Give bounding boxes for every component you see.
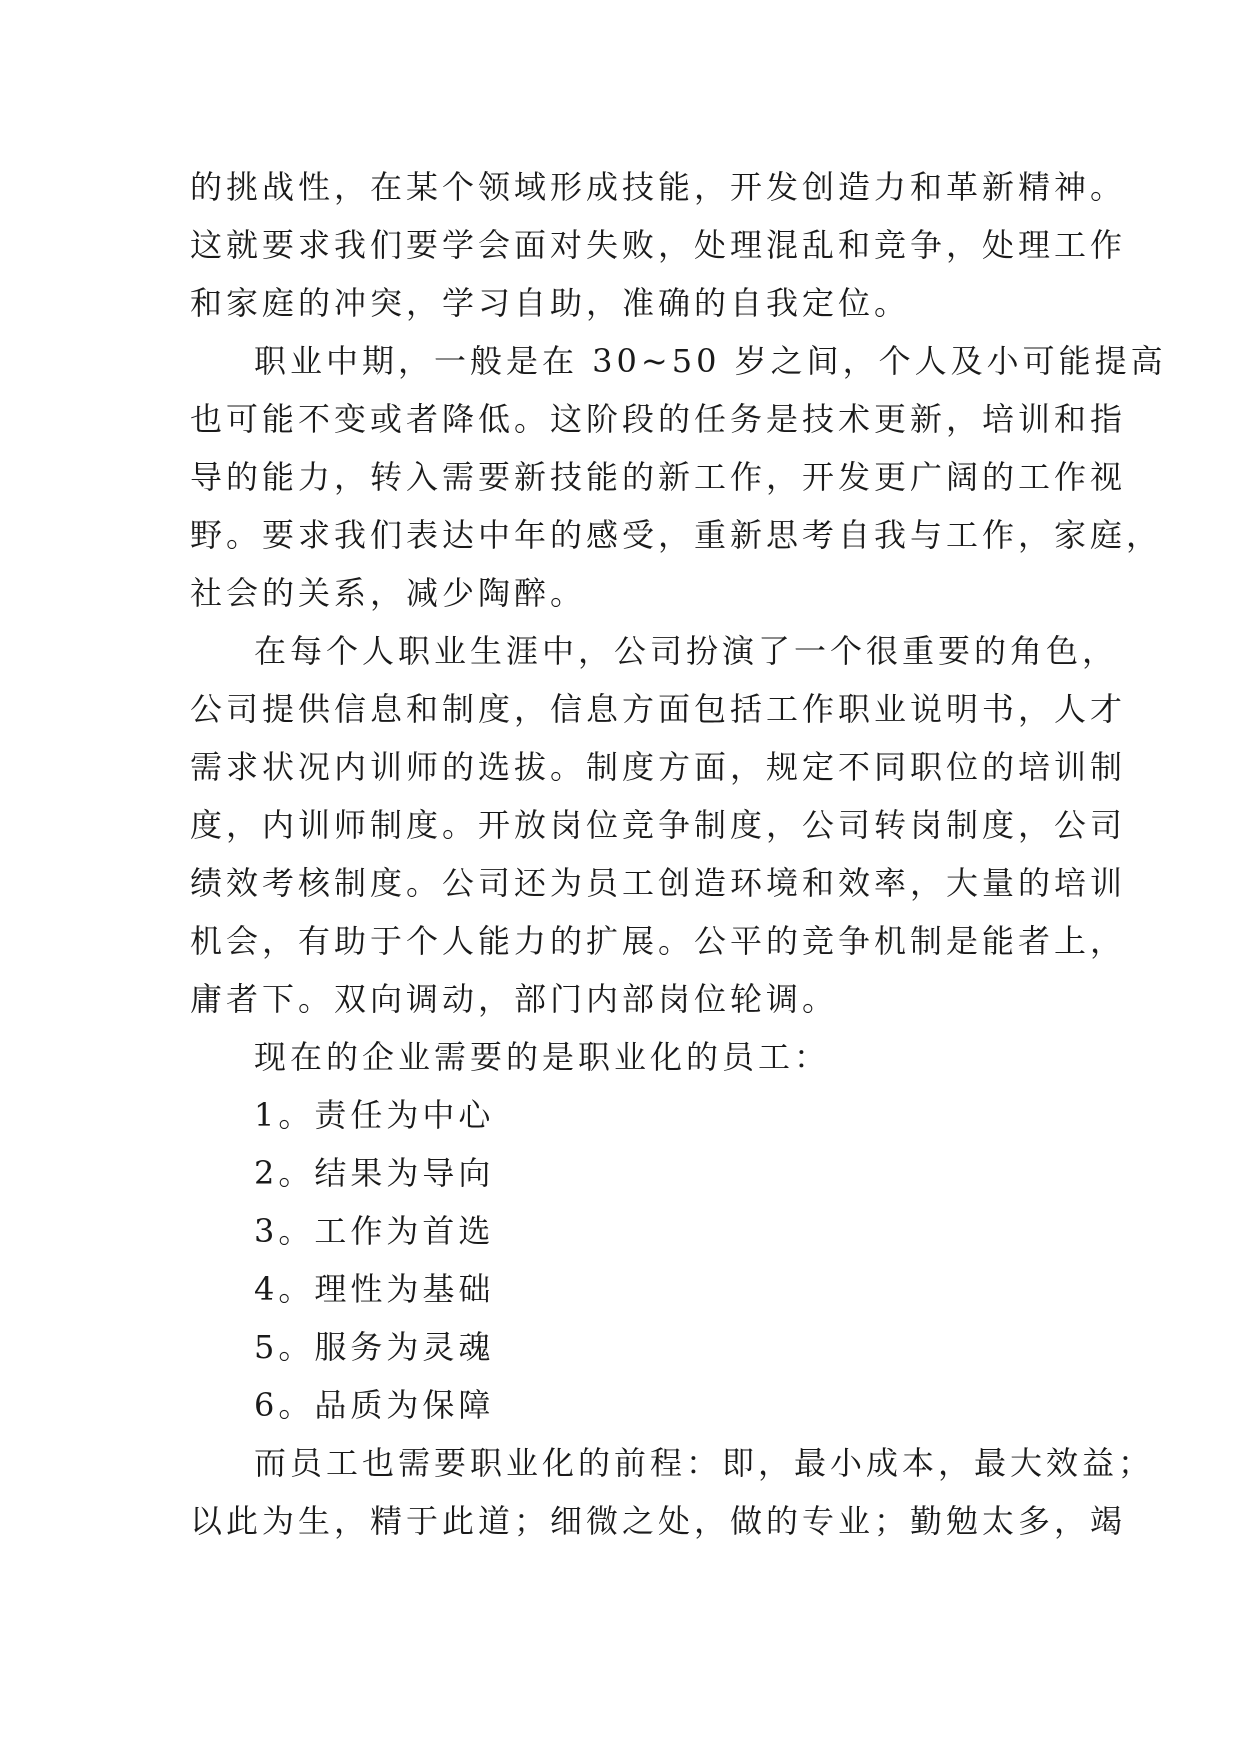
paragraph-first-line: 而员工也需要职业化的前程：即，最小成本，最大效益； (254, 1444, 1155, 1482)
text-line: 这就要求我们要学会面对失败，处理混乱和竞争，处理工作 (190, 226, 1127, 264)
text-line: 的挑战性，在某个领域形成技能，开发创造力和革新精神。 (190, 168, 1127, 206)
text-line: 公司提供信息和制度，信息方面包括工作职业说明书，人才 (190, 690, 1127, 728)
paragraph-first-line: 在每个人职业生涯中，公司扮演了一个很重要的角色， (254, 632, 1119, 670)
list-item: 3。工作为首选 (254, 1212, 495, 1250)
list-item: 2。结果为导向 (254, 1154, 495, 1192)
text-line: 社会的关系，减少陶醉。 (190, 574, 587, 612)
text-line: 绩效考核制度。公司还为员工创造环境和效率，大量的培训 (190, 864, 1127, 902)
list-item: 1。责任为中心 (254, 1096, 495, 1134)
document-body (190, 158, 1167, 1550)
list-item: 6。品质为保障 (254, 1386, 495, 1424)
text-line: 导的能力，转入需要新技能的新工作，开发更广阔的工作视 (190, 458, 1127, 496)
text-line: 也可能不变或者降低。这阶段的任务是技术更新，培训和指 (190, 400, 1127, 438)
paragraph-first-line: 职业中期，一般是在 30~50 岁之间，个人及小可能提高 (254, 342, 1167, 380)
list-item: 5。服务为灵魂 (254, 1328, 495, 1366)
text-line: 度，内训师制度。开放岗位竞争制度，公司转岗制度，公司 (190, 806, 1127, 844)
text-line: 需求状况内训师的选拔。制度方面，规定不同职位的培训制 (190, 748, 1127, 786)
list-item: 4。理性为基础 (254, 1270, 495, 1308)
text-line: 机会，有助于个人能力的扩展。公平的竞争机制是能者上， (190, 922, 1127, 960)
paragraph-first-line: 现在的企业需要的是职业化的员工： (254, 1038, 831, 1076)
text-line: 以此为生，精于此道；细微之处，做的专业；勤勉太多，竭 (190, 1502, 1127, 1540)
text-line: 野。要求我们表达中年的感受，重新思考自我与工作，家庭， (190, 516, 1163, 554)
text-line: 和家庭的冲突，学习自助，准确的自我定位。 (190, 284, 911, 322)
text-line: 庸者下。双向调动，部门内部岗位轮调。 (190, 980, 839, 1018)
